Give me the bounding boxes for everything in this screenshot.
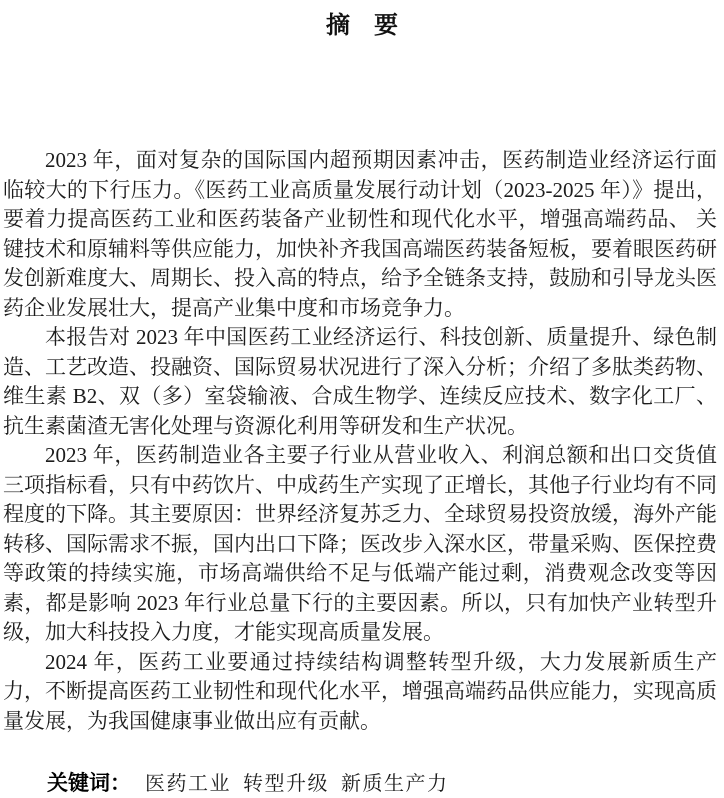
abstract-paragraph-3: 2023 年，医药制造业各主要子行业从营业收入、利润总额和出口交货值三项指标看，只有中药饮片、中成药生产实现了正增长，其他子行业均有不同程度的下降。其主要原因：世界经济复苏乏力、全球贸易投资放缓，海外产能转移、国际需求不振，国内出口下降；医改步入深水区，带量采购、医保控费等政策的持续实施，市场高端供给不足与低端产能过剩，消费观念改变等因素，都是影响 2023 年行业总量下行的主要因素。所以，只有加快产业转型升级，加大科技投入力度，才能实现高质量发展。 (3, 443, 717, 644)
abstract-paragraph-2: 本报告对 2023 年中国医药工业经济运行、科技创新、质量提升、绿色制造、工艺改造、投融资、国际贸易状况进行了深入分析；介绍了多肽类药物、维生素 B2、双（多）室袋输液、合成生物学、连续反应技术、数字化工厂、抗生素菌渣无害化处理与资源化利用等研发和生产状况。 (3, 325, 717, 438)
keywords-line (0, 770, 724, 798)
page-title: 摘 要 (326, 13, 398, 39)
abstract-paragraph-1: 2023 年，面对复杂的国际国内超预期因素冲击，医药制造业经济运行面临较大的下行压力。《医药工业高质量发展行动计划（2023-2025 年）》提出，要着力提高医药工业和医药装备产业韧性和现代化水平，增强高端药品、 关键技术和原辅料等供应能力，加快补齐我国高端医药装备短板，要着眼医药研发创新难度大、周期长、投入高的特点，给予全链条支持，鼓励和引导龙头医药企业发展壮大，提高产业集中度和市场竞争力。 (3, 148, 717, 320)
keyword-term: 新质生产力 (341, 773, 449, 795)
abstract-body (0, 146, 724, 736)
keywords-label: 关键词： (47, 772, 131, 795)
keyword-term: 转型升级 (243, 773, 329, 795)
keyword-term: 医药工业 (145, 773, 231, 795)
abstract-paragraph-4: 2024 年，医药工业要通过持续结构调整转型升级，大力发展新质生产力，不断提高医药工业韧性和现代化水平，增强高端药品供应能力，实现高质量发展，为我国健康事业做出应有贡献。 (3, 649, 717, 733)
